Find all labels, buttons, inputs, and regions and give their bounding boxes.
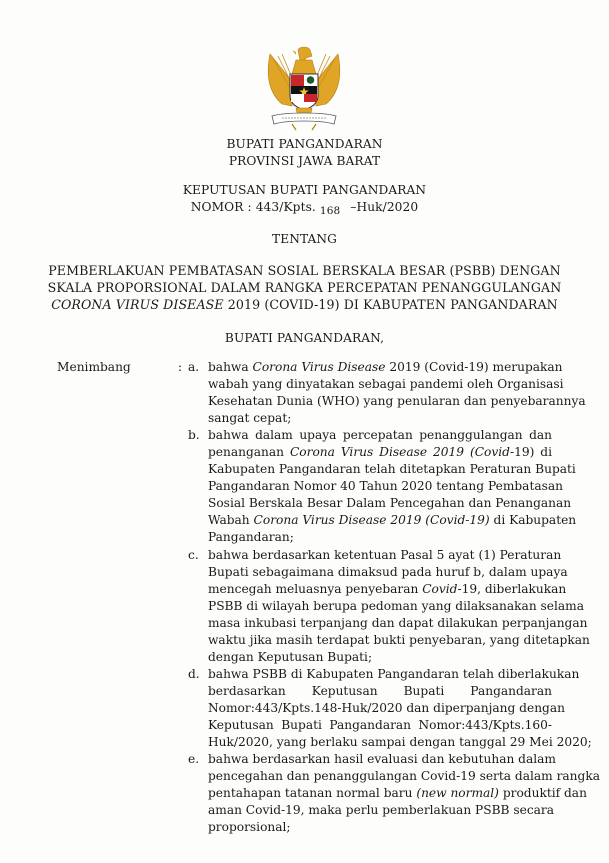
italic-term: Covid <box>422 581 458 596</box>
decree-subject <box>0 262 609 313</box>
item-line: Keputusan Bupati Pangandaran Nomor:443/Kpts.160- <box>208 718 552 733</box>
item-text <box>208 666 592 751</box>
item-line: bahwa PSBB di Kabupaten Pangandaran telah diberlakukan <box>208 666 580 681</box>
bupati-heading: BUPATI PANGANDARAN, <box>224 331 385 345</box>
issuer-line-1: BUPATI PANGANDARAN <box>226 137 383 151</box>
subject-line-1: PEMBERLAKUAN PEMBATASAN SOSIAL BERSKALA BESAR (PSBB) DENGAN <box>48 263 561 278</box>
item-line: dengan Keputusan Bupati; <box>208 649 373 664</box>
italic-term: (new normal) <box>416 786 499 801</box>
item-line: aman Covid-19, maka perlu pemberlakuan PSBB secara <box>208 803 555 818</box>
item-line: Sosial Berskala Besar Dalam Pencegahan dan Penanganan <box>208 496 572 511</box>
item-line: penanganan Corona Virus Disease 2019 (Covid-19) di <box>208 445 552 460</box>
item-line: Pangandaran; <box>208 530 294 545</box>
item-line: waktu jika masih terdapat bukti penyebaran, yang ditetapkan <box>208 632 590 647</box>
item-line: bahwa berdasarkan hasil evaluasi dan kebutuhan dalam <box>208 752 556 767</box>
subject-line-3 <box>0 296 609 313</box>
item-line: wabah yang dinyatakan sebagai pandemi oleh Organisasi <box>208 377 564 392</box>
tentang-heading: TENTANG <box>271 232 338 246</box>
item-line: Wabah Corona Virus Disease 2019 (Covid-19) di Kabupaten <box>208 513 577 528</box>
item-letter: d. <box>188 666 200 681</box>
item-line: pentahapan tatanan normal baru (new normal) produktif dan <box>208 786 587 801</box>
item-line: masa inkubasi terpanjang dan dapat dilakukan perpanjangan <box>208 615 588 630</box>
decree-title: KEPUTUSAN BUPATI PANGANDARAN <box>182 183 427 197</box>
subject-line-3-rest: 2019 (COVID-19) DI KABUPATEN PANGANDARAN <box>223 297 558 312</box>
decree-number <box>0 199 609 217</box>
item-text <box>208 359 586 427</box>
subject-line-2: SKALA PROPORSIONAL DALAM RANGKA PERCEPATAN PENANGGULANGAN <box>47 280 562 295</box>
italic-term: Corona Virus Disease 2019 (Covid <box>289 445 510 460</box>
menimbang-label: Menimbang <box>57 360 131 374</box>
item-line: Nomor:443/Kpts.148-Huk/2020 dan diperpanjang dengan <box>208 700 565 715</box>
issuer-header <box>0 136 609 170</box>
item-line: bahwa Corona Virus Disease 2019 (Covid-19) merupakan <box>208 360 563 374</box>
item-line: Kesehatan Dunia (WHO) yang penularan dan penyebarannya <box>208 394 586 409</box>
item-line: Huk/2020, yang berlaku sampai dengan tanggal 29 Mei 2020; <box>208 735 592 750</box>
issuer-line-2: PROVINSI JAWA BARAT <box>228 154 381 168</box>
item-letter: c. <box>188 547 199 562</box>
garuda-emblem-icon <box>262 44 346 134</box>
item-letter: a. <box>188 360 200 374</box>
item-line: sangat cepat; <box>208 411 292 426</box>
decree-number-prefix: NOMOR : 443/Kpts. <box>190 200 316 214</box>
decree-number-suffix: –Huk/2020 <box>350 200 419 214</box>
decree-number-value: 168 <box>319 205 341 217</box>
item-text <box>208 547 590 666</box>
item-line: PSBB di wilayah berupa pedoman yang dilaksanakan selama <box>208 598 584 613</box>
item-line: berdasarkan Keputusan Bupati Pangandaran <box>208 683 552 698</box>
item-text <box>208 427 577 546</box>
italic-term: Corona Virus Disease 2019 (Covid-19) <box>253 513 490 528</box>
menimbang-colon: : <box>178 360 183 374</box>
subject-italic: CORONA VIRUS DISEASE <box>51 297 224 312</box>
item-line: proporsional; <box>208 820 291 835</box>
item-line: pencegahan dan penanggulangan Covid-19 serta dalam rangka <box>208 769 600 784</box>
item-letter: b. <box>188 428 200 443</box>
item-line: bahwa berdasarkan ketentuan Pasal 5 ayat (1) Peraturan <box>208 547 562 562</box>
item-line: bahwa dalam upaya percepatan penanggulangan dan <box>208 428 552 443</box>
item-letter: e. <box>188 752 200 767</box>
item-text <box>208 751 600 836</box>
item-line: mencegah meluasnya penyebaran Covid-19, diberlakukan <box>208 581 567 596</box>
item-line: Bupati sebagaimana dimaksud pada huruf b, dalam upaya <box>208 564 568 579</box>
item-line: Kabupaten Pangandaran telah ditetapkan Peraturan Bupati <box>208 462 576 477</box>
decree-header <box>0 182 609 217</box>
item-line: Pangandaran Nomor 40 Tahun 2020 tentang Pembatasan <box>208 479 563 494</box>
italic-term: Corona Virus Disease <box>252 360 386 374</box>
